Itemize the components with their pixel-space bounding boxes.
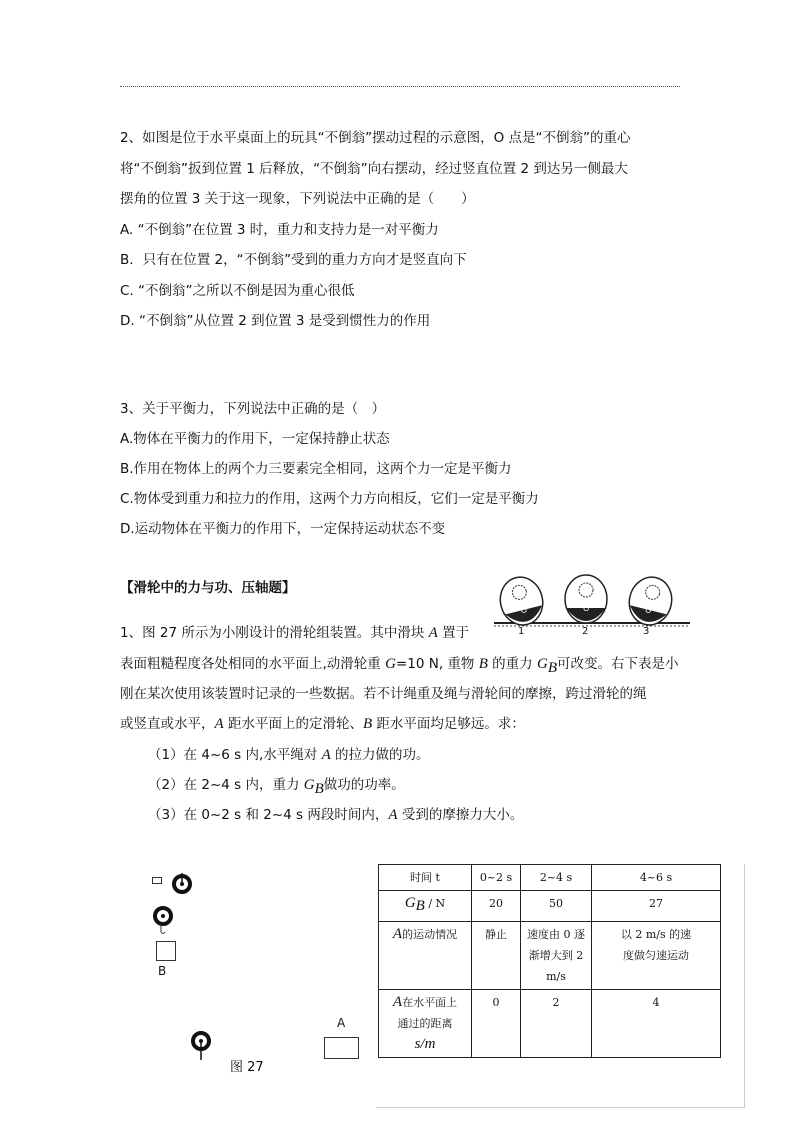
p1-text: 做功的功率。 — [323, 777, 405, 793]
p1-text: 的重力 — [487, 656, 537, 672]
p1-text: （2）在 2~4 s 内，重力 — [148, 777, 304, 793]
p1-text: 1、图 27 所示为小刚设计的滑轮组装置。其中滑块 — [120, 625, 429, 641]
table-row — [379, 990, 721, 1058]
var-g: G — [536, 656, 548, 672]
svg-text:O: O — [519, 605, 529, 616]
cell-line — [383, 1034, 467, 1055]
p1-text: 可改变。右下表是小 — [556, 656, 679, 672]
cell-line — [383, 992, 467, 1013]
weight-b-box — [156, 941, 176, 961]
p1-sub-1 — [148, 745, 430, 765]
p1-text: 距水平面均足够远。求： — [372, 716, 525, 732]
var-s: s/m — [414, 1036, 436, 1053]
tumbler-label-3: 3 — [643, 626, 650, 637]
var-g: G — [303, 777, 315, 793]
tumbler-3-icon — [624, 573, 676, 630]
table-row — [379, 922, 721, 990]
label-b: B — [158, 964, 167, 978]
p1-text: 表面粗糙程度各处相同的水平面上,动滑轮重 — [120, 656, 386, 672]
cell-line: 度做匀速运动 — [623, 949, 689, 963]
var-g: G — [385, 656, 396, 672]
table-cell: 静止 — [472, 922, 521, 990]
table-header-cell — [379, 891, 472, 922]
tumbler-label-1: 1 — [518, 626, 525, 637]
tumbler-label-2: 2 — [582, 626, 589, 637]
q2-line-1: 2、如图是位于水平桌面上的玩具“不倒翁”摆动过程的示意图，O 点是“不倒翁”的重心 — [120, 130, 631, 146]
q3-option-d: D.运动物体在平衡力的作用下，一定保持运动状态不变 — [120, 521, 446, 537]
table-cell: 0 — [472, 990, 521, 1058]
ground-pulley-icon — [190, 1030, 212, 1062]
svg-text:O: O — [583, 604, 590, 613]
q2-option-d: D. “不倒翁”从位置 2 到位置 3 是受到惯性力的作用 — [120, 313, 431, 329]
cell-line: 通过的距离 — [397, 1017, 453, 1031]
cell-line: 速度由 0 逐 — [527, 928, 585, 942]
table-cell: 2 — [521, 990, 592, 1058]
movable-pulley-icon — [152, 906, 176, 936]
table-cell: 2~4 s — [521, 865, 592, 891]
subscript-b: B — [415, 898, 425, 915]
q2-line-3: 摆角的位置 3 关于这一现象，下列说法中正确的是（ ） — [120, 191, 475, 207]
cell-line: 以 2 m/s 的速 — [620, 928, 692, 942]
q3-option-a: A.物体在平衡力的作用下，一定保持静止状态 — [120, 431, 390, 447]
header-divider — [120, 86, 680, 87]
label-a: A — [337, 1016, 346, 1030]
p1-line-1 — [120, 623, 469, 643]
subscript-b: B — [314, 780, 324, 797]
p1-text: （1）在 4~6 s 内,水平绳对 — [148, 747, 322, 763]
data-table — [378, 864, 721, 1058]
p1-line-4 — [120, 714, 525, 734]
p1-sub-3 — [148, 805, 523, 825]
p1-line-2 — [120, 654, 678, 680]
small-rect — [152, 877, 162, 884]
q3-stem: 3、关于平衡力，下列说法中正确的是（ ） — [120, 401, 386, 417]
p1-text: 置于 — [437, 625, 470, 641]
header-text: 的运动情况 — [402, 928, 458, 942]
p1-text: 受到的摩擦力大小。 — [397, 807, 524, 823]
var-a: A — [388, 807, 398, 823]
var-a: A — [214, 716, 224, 732]
header-text: 在水平面上 — [402, 996, 458, 1010]
q2-option-c: C. “不倒翁”之所以不倒是因为重心很低 — [120, 283, 355, 299]
table-row — [379, 891, 721, 922]
table-header-cell: 时间 t — [379, 865, 472, 891]
subscript-b: B — [547, 659, 557, 676]
p1-text: 距水平面上的定滑轮、 — [223, 716, 363, 732]
unit-text: / N — [424, 897, 446, 910]
p1-text: 的拉力做的功。 — [330, 747, 430, 763]
p1-text: =10 N, 重物 — [395, 656, 479, 672]
table-cell: 27 — [592, 891, 721, 922]
svg-text:O: O — [644, 605, 653, 616]
q2-line-2: 将“不倒翁”扳到位置 1 后释放，“不倒翁”向右摆动，经过竖直位置 2 到达另一侧最大 — [120, 161, 628, 177]
var-a: A — [321, 747, 331, 763]
p1-line-3: 刚在某次使用该装置时记录的一些数据。若不计绳重及绳与滑轮间的摩擦，跨过滑轮的绳 — [120, 686, 647, 702]
fixed-pulley-icon — [171, 873, 193, 895]
q2-option-a: A. “不倒翁”在位置 3 时，重力和支持力是一对平衡力 — [120, 222, 439, 238]
table-cell — [521, 922, 592, 990]
p1-sub-2 — [148, 775, 405, 801]
var-b: B — [478, 656, 488, 672]
table-cell: 50 — [521, 891, 592, 922]
var-g: G — [404, 895, 416, 911]
tumbler-1-icon — [495, 573, 547, 630]
table-cell — [592, 922, 721, 990]
table-cell: 4~6 s — [592, 865, 721, 891]
block-a-box — [324, 1037, 359, 1059]
table-header-cell — [379, 922, 472, 990]
section-title: 【滑轮中的力与功、压轴题】 — [120, 580, 296, 596]
var-a: A — [392, 926, 403, 943]
q2-option-b: B．只有在位置 2，“不倒翁”受到的重力方向才是竖直向下 — [120, 252, 467, 268]
figure-caption: 图 27 — [230, 1060, 264, 1075]
var-a: A — [392, 994, 403, 1011]
tumbler-2-icon — [565, 575, 607, 623]
q3-option-b: B.作用在物体上的两个力三要素完全相同，这两个力一定是平衡力 — [120, 461, 512, 477]
table-cell: 20 — [472, 891, 521, 922]
q3-option-c: C.物体受到重力和拉力的作用，这两个力方向相反，它们一定是平衡力 — [120, 491, 539, 507]
table-cell: 4 — [592, 990, 721, 1058]
var-a: A — [428, 625, 438, 641]
cell-line: m/s — [546, 970, 566, 984]
p1-text: 或竖直或水平， — [120, 716, 215, 732]
table-row — [379, 865, 721, 891]
table-header-cell — [379, 990, 472, 1058]
var-b: B — [362, 716, 373, 732]
p1-text: （3）在 0~2 s 和 2~4 s 两段时间内， — [148, 807, 389, 823]
table-cell: 0~2 s — [472, 865, 521, 891]
cell-line: 渐增大到 2 — [528, 949, 584, 963]
